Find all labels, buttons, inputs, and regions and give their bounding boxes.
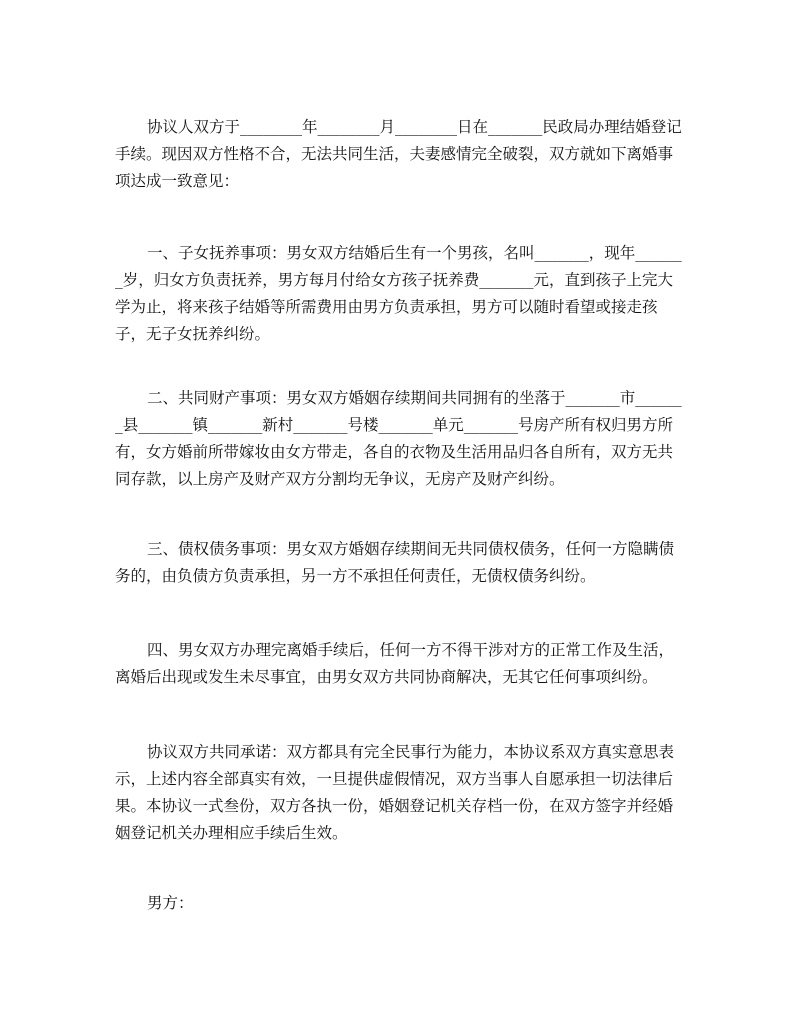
intro-paragraph: 协议人双方于________年________月________日在_______民政局办理结婚登记手续。现因双方性格不合，无法共同生活，夫妻感情完全破裂，双方就如下离婚事项达成一致意见： [115, 118, 682, 190]
child-custody-section: 一、子女抚养事项：男女双方结婚后生有一个男孩，名叫_______，现年_______岁，归女方负责抚养，男方每月付给女方孩子抚养费_______元，直到孩子上完大学为止，将来孩子结婚等所需费用由男方负责承担，男方可以随时看望或接走孩子，无子女抚养纠纷。 [115, 244, 682, 343]
post-divorce-section: 四、男女双方办理完离婚手续后，任何一方不得干涉对方的正常工作及生活，离婚后出现或发生未尽事宜，由男女双方共同协商解决，无其它任何事项纠纷。 [115, 641, 675, 686]
debt-section: 三、债权债务事项：男女双方婚姻存续期间无共同债权债务，任何一方隐瞒债务的，由负债方负责承担，另一方不承担任何责任，无债权债务纠纷。 [115, 540, 675, 585]
joint-property-section: 二、共同财产事项：男女双方婚姻存续期间共同拥有的坐落于_______市_______县_______镇_______新村_______号楼_______单元_______号房产所有权归男方所有，女方婚前所带嫁妆由女方带走，各自的衣物及生活用品归各自所有，双方无共同存款，以上房产及财产双方分割均无争议，无房产及财产纠纷。 [115, 389, 682, 488]
male-signature-label: 男方： [147, 894, 194, 912]
commitment-paragraph: 协议双方共同承诺：双方都具有完全民事行为能力，本协议系双方真实意思表示，上述内容全部真实有效，一旦提供虚假情况，双方当事人自愿承担一切法律后果。本协议一式叁份，双方各执一份，婚姻登记机关存档一份，在双方签字并经婚姻登记机关办理相应手续后生效。 [115, 743, 675, 842]
